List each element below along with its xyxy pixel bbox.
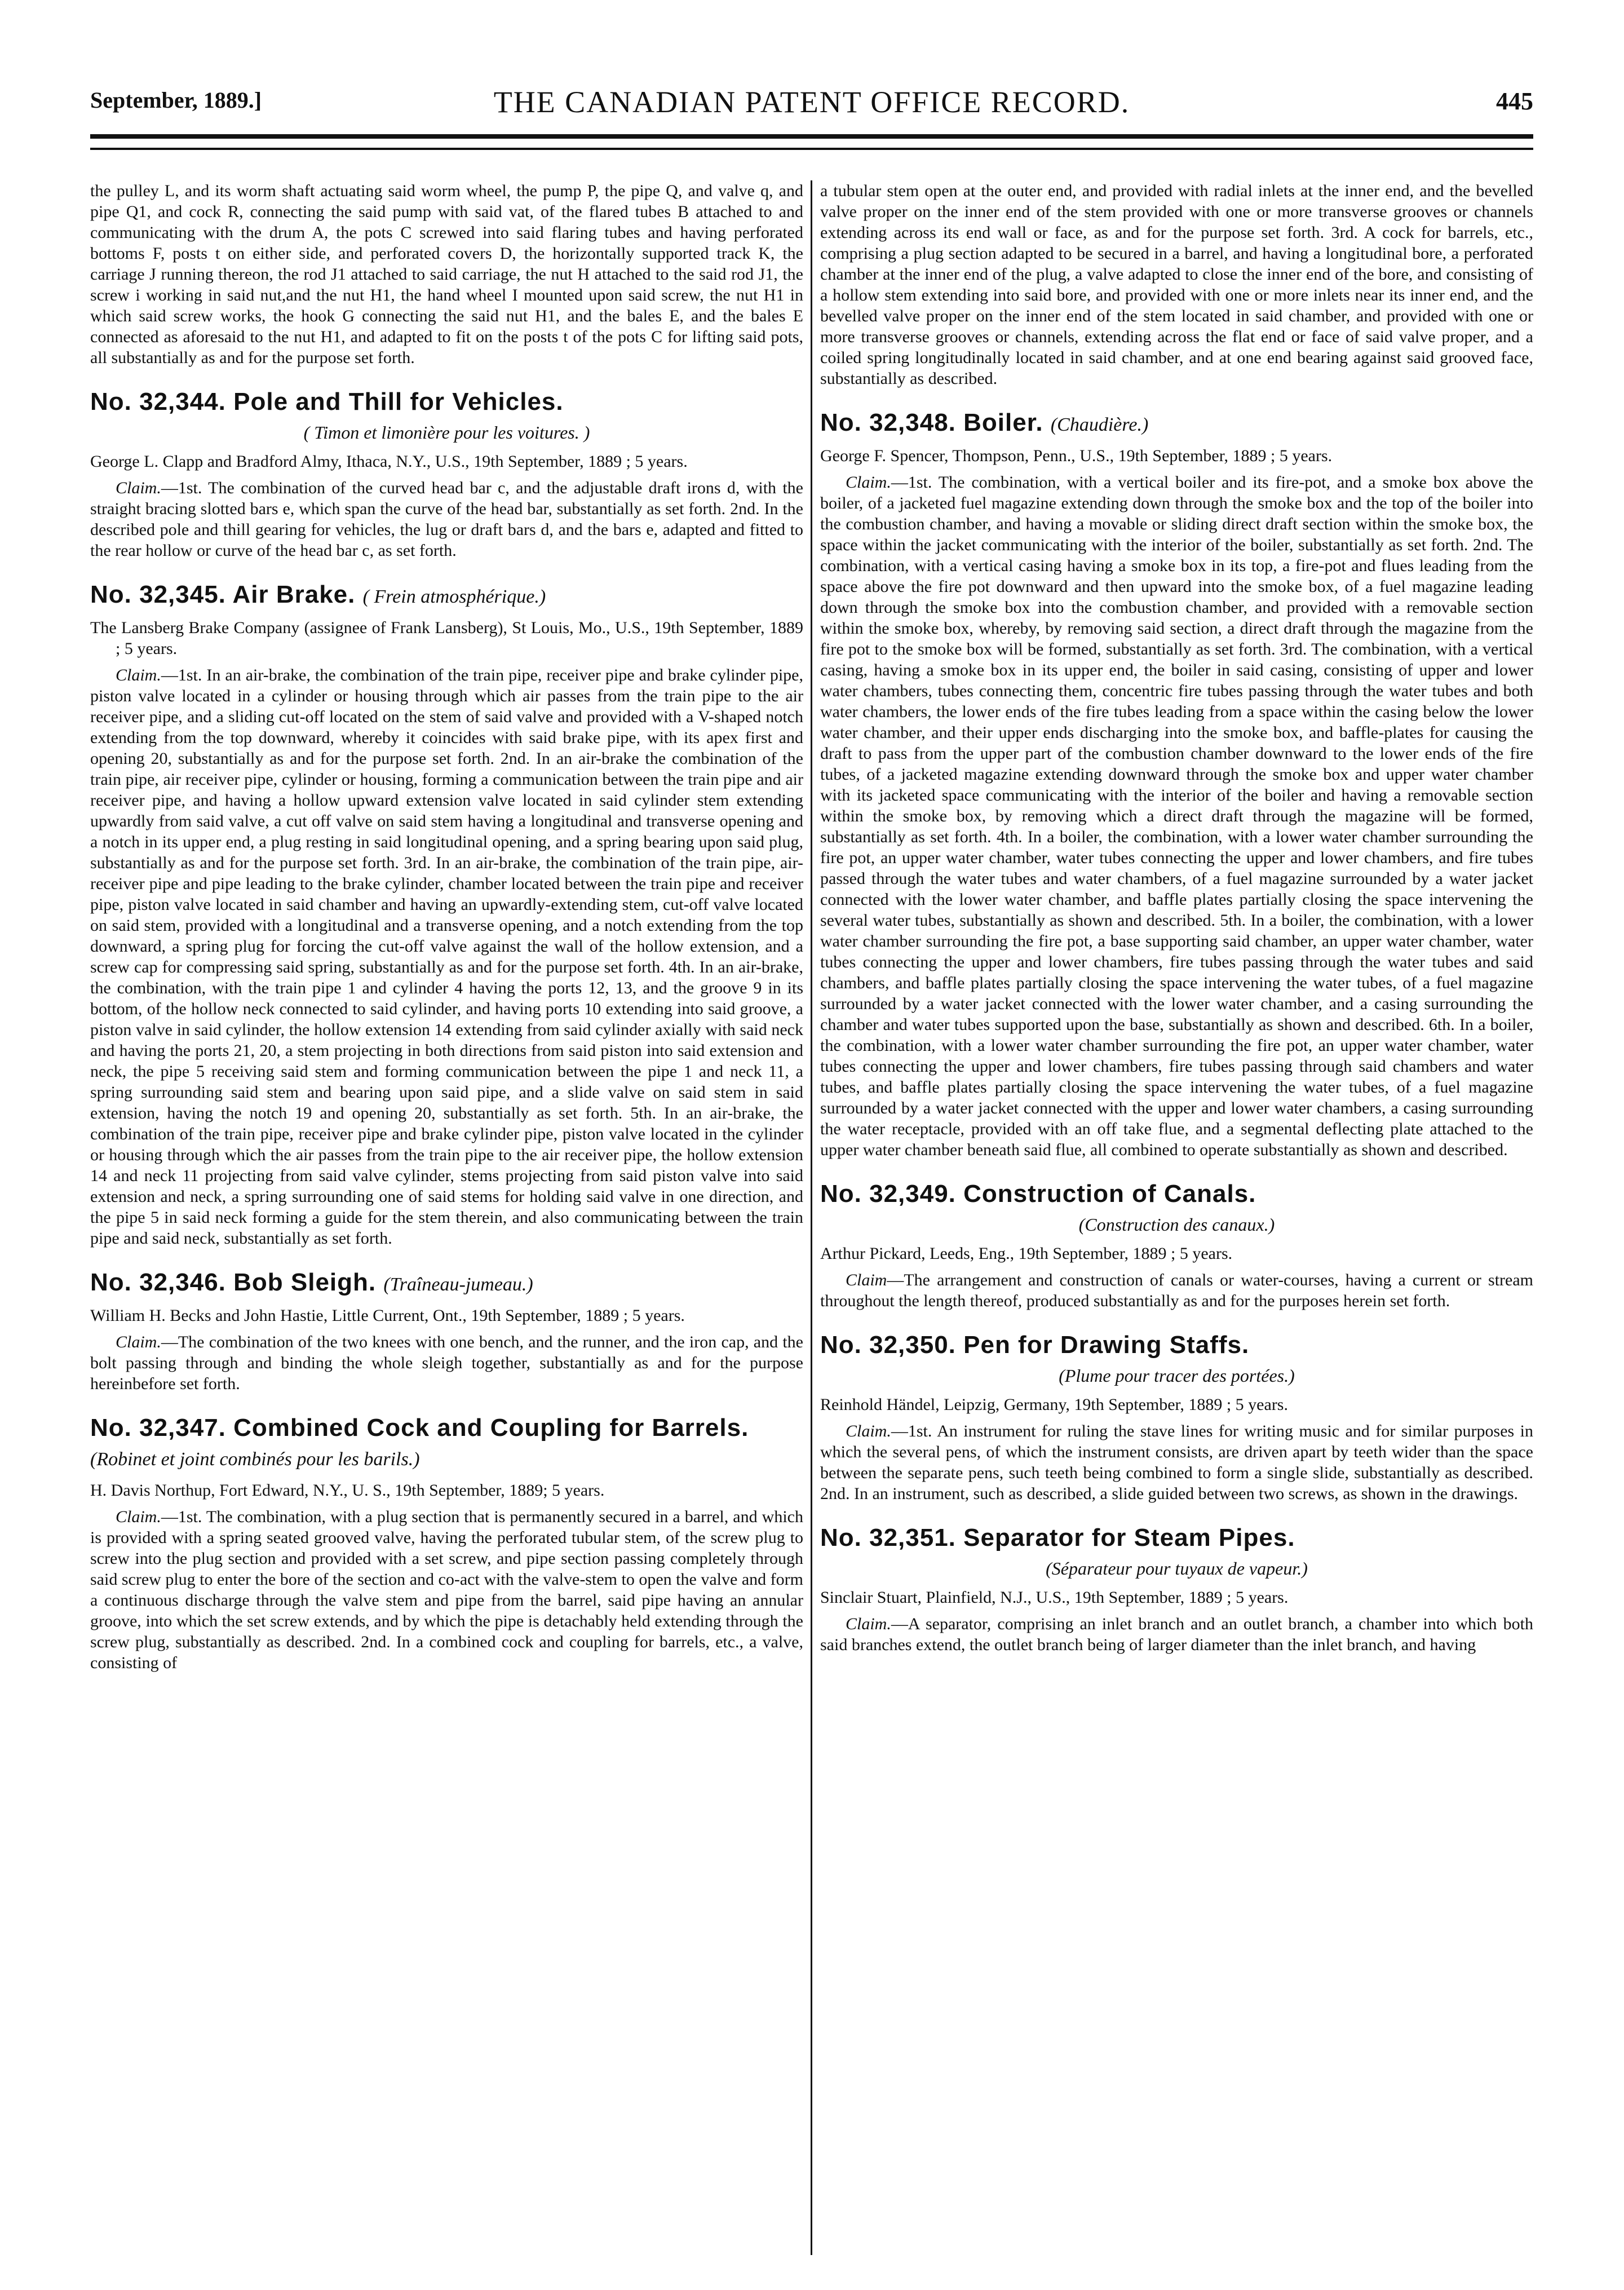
claim-label: Claim. [846, 473, 891, 492]
patent-french-title: (Robinet et joint combinés pour les barils.) [90, 1449, 420, 1470]
patent-claim [820, 472, 1533, 1160]
patent-32351 [820, 1523, 1533, 1655]
claim-text: —A separator, comprising an inlet branch and an outlet branch, a chamber into which both said branches extend, the outlet branch being of larger diameter than the inlet branch, and having [820, 1615, 1533, 1654]
patent-grantee: William H. Becks and John Hastie, Little Current, Ont., 19th September, 1889 ; 5 years. [90, 1306, 685, 1325]
claim-label: Claim. [116, 666, 161, 684]
patent-french-title: (Chaudière.) [1050, 414, 1149, 435]
patent-claim [90, 478, 803, 561]
claim-text: —The combination of the two knees with one bench, and the runner, and the iron cap, and the bolt passing through and binding the whole sleigh together, substantially as and for the purpose hereinbefore set forth. [90, 1333, 803, 1393]
publication-title: THE CANADIAN PATENT OFFICE RECORD. [493, 85, 1130, 119]
claim-text: —1st. The combination, with a plug section that is permanently secured in a barrel, and which is provided with a spring seated grooved valve, having the perforated tubular stem, of the screw plug to screw into the plug section and provided with a set screw, and pipe section passing completely through said screw plug to enter the bore of the section and co-act with the valve-stem to open the valve and form a continuous discharge through the valve stem and pipe from the barrel, said pipe having an annular groove, into which the set screw extends, and by which the pipe is detachably held extending through the screw plug, substantially as described. 2nd. In a combined cock and coupling for barrels, etc., a valve, consisting of [90, 1507, 803, 1672]
header-rule-thick [90, 134, 1533, 139]
patent-32347 [90, 1413, 803, 1673]
patent-french-title: (Plume pour tracer des portées.) [1059, 1365, 1295, 1386]
claim-text: —1st. The combination of the curved head bar c, and the adjustable draft irons d, with the straight bracing slotted bars e, which span the curve of the head bar, substantially as set forth. 2nd. In the described pole and thill gearing for vehicles, the lug or draft bars d, and the bars e, adapted and fitted to the rear hollow or curve of the head bar c, as set forth. [90, 479, 803, 560]
patent-title: No. 32,349. Construction of Canals. [820, 1180, 1256, 1208]
patent-claim [90, 1506, 803, 1673]
patent-title [90, 1268, 803, 1299]
left-column [90, 180, 803, 2255]
patent-32348 [820, 408, 1533, 1160]
continued-claim-text: the pulley L, and its worm shaft actuating said worm wheel, the pump P, the pipe Q, and valve q, and pipe Q1, and cock R, connecting the said pump with said vat, of the flared tubes B attached to and communicating with the drum A, the pots C screwed into said flaring tubes and having perforated bottoms F, posts t on either side, and perforated covers D, the horizontally supported track K, the carriage J running thereon, the rod J1 attached to said carriage, the nut H attached to the said rod J1, the screw i working in said nut,and the nut H1, the hand wheel I mounted upon said screw, the nut H1 in which said screw works, the hook G connecting the said nut H1, and the bales E, and the bales E connected as aforesaid to the nut H1, and adapted to fit on the posts t of the pots C for lifting said pots, all substantially as and for the purpose set forth. [90, 182, 803, 367]
patent-grantee: Reinhold Händel, Leipzig, Germany, 19th September, 1889 ; 5 years. [820, 1395, 1288, 1414]
patent-32344 [90, 387, 803, 561]
patent-grantee: George F. Spencer, Thompson, Penn., U.S., 19th September, 1889 ; 5 years. [820, 446, 1333, 465]
patent-french-title: ( Frein atmosphérique.) [362, 586, 546, 607]
patent-grantee: The Lansberg Brake Company (assignee of Frank Lansberg), St Louis, Mo., U.S., 19th September, 1889 ; 5 years. [90, 618, 803, 658]
patent-title [90, 1413, 803, 1474]
claim-label: Claim. [846, 1422, 891, 1440]
patent-french-title: (Construction des canaux.) [1078, 1214, 1275, 1235]
patent-title-text: No. 32,345. Air Brake. [90, 581, 356, 608]
claim-text: —1st. An instrument for ruling the stave lines for writing music and for similar purposes in which the several pens, of which the instrument consists, are driven apart by teeth wider than the space between the separate pens, such teeth being combined to form a single slide, substantially as described. 2nd. In an instrument, such as described, a slide guided between two screws, as shown in the drawings. [820, 1422, 1533, 1503]
patent-title-text: No. 32,346. Bob Sleigh. [90, 1268, 377, 1296]
patent-title: No. 32,351. Separator for Steam Pipes. [820, 1524, 1295, 1551]
patent-grantee: Arthur Pickard, Leeds, Eng., 19th September, 1889 ; 5 years. [820, 1244, 1233, 1263]
issue-date: September, 1889.] [90, 87, 262, 113]
patent-32346 [90, 1268, 803, 1394]
patent-claim [820, 1421, 1533, 1504]
patent-grantee: Sinclair Stuart, Plainfield, N.J., U.S., 19th September, 1889 ; 5 years. [820, 1588, 1289, 1607]
page-header [90, 85, 1533, 118]
claim-label: Claim. [116, 479, 161, 497]
patent-grantee: H. Davis Northup, Fort Edward, N.Y., U. S., 19th September, 1889; 5 years. [90, 1481, 605, 1500]
patent-32349 [820, 1179, 1533, 1311]
patent-grantee: George L. Clapp and Bradford Almy, Ithaca, N.Y., U.S., 19th September, 1889 ; 5 years. [90, 452, 688, 471]
patent-claim [90, 1332, 803, 1394]
patent-32345 [90, 580, 803, 1249]
column-divider [811, 180, 812, 2255]
right-column [820, 180, 1533, 2255]
patent-french-title: ( Timon et limonière pour les voitures. ) [303, 422, 590, 443]
claim-label: Claim. [116, 1333, 161, 1351]
patent-title: No. 32,344. Pole and Thill for Vehicles. [90, 388, 564, 415]
claim-text: —1st. The combination, with a vertical boiler and its fire-pot, and a smoke box above the boiler, of a jacketed fuel magazine extending down through the smoke box and the top of the boiler into the combustion chamber, and having a movable or sliding direct draft section within the smoke box, the space within the jacket communicating with the interior of the boiler, substantially as set forth. 2nd. The combination, with a vertical casing having a smoke box in its top, a fire-pot and flues leading from the space above the fire pot downward and then upward into the smoke box, of a fuel magazine leading down through the smoke box into the combustion chamber, and provided with a removable section within the smoke box, whereby, by removing said section, a direct draft through the magazine from the fire pot to the smoke box will be formed, substantially as set forth. 3rd. The combination, with a vertical casing, having a smoke box in its upper end, the boiler in said casing, consisting of upper and lower water chambers, tubes connecting them, concentric fire tubes passing through the water tubes and both water chambers, the lower ends of the fire tubes leading from a space within the casing below the lower water chamber, and their upper ends discharging into the smoke box, and baffle-plates for causing the draft to pass from the upper part of the combustion chamber downward to the lower ends of the fire tubes, of a jacketed magazine extending downward through the smoke box and upper water chamber with its jacketed space communicating with the interior of the boiler and having a removable section within the smoke box, by removing which a direct draft through the magazine will be formed, substantially as set forth. 4th. In a boiler, the combination, with a lower water chamber surrounding the fire pot, an upper water chamber, water tubes connecting the upper and lower chambers, and fire tubes passed through the water tubes and water chambers, of a fuel magazine surrounded by a water jacket connected with the lower water chamber, and baffle plates partially closing the space intervening the several water tubes, substantially as shown and described. 5th. In a boiler, the combination, with a lower water chamber surrounding the fire pot, a base supporting said chamber, an upper water chamber, water tubes connecting the upper and lower chambers, fire tubes passing through the water tubes and said chambers, and baffle plates partially closing the space intervening the water tubes, of a fuel magazine surrounded by a water jacket connected with the lower water chamber, and a casing surrounding the chamber and water tubes supported upon the base, substantially as shown and described. 6th. In a boiler, the combination, with a lower water chamber surrounding the fire pot, an upper water chamber, water tubes connecting the upper and lower chambers, fire tubes passing through said chambers and water tubes, and baffle plates partially closing the space intervening the water tubes, of a fuel magazine surrounded by a water jacket connected with the upper and lower water chambers, a casing surrounding the water receptacle, provided with an off take flue, and a segmental deflecting plate attached to the upper water chamber beneath said flue, all combined to operate substantially as shown and described. [820, 473, 1533, 1159]
claim-label: Claim [846, 1271, 887, 1289]
header-rule-thin [90, 148, 1533, 150]
patent-claim [820, 1270, 1533, 1311]
claim-label: Claim. [846, 1615, 891, 1633]
patent-32350 [820, 1330, 1533, 1504]
patent-claim [820, 1613, 1533, 1655]
patent-french-title: (Séparateur pour tuyaux de vapeur.) [1046, 1558, 1308, 1579]
patent-title-text: No. 32,347. Combined Cock and Coupling for Barrels. [90, 1414, 749, 1442]
continued-claim-text: a tubular stem open at the outer end, and provided with radial inlets at the inner end, and the bevelled valve proper on the inner end of the stem provided with one or more transverse grooves or channels extending across its end wall or face, as and for the purpose set forth. 3rd. A cock for barrels, etc., comprising a plug section adapted to be secured in a barrel, and having a longitudinal bore, a perforated chamber at the inner end of the plug, a valve adapted to close the inner end of the bore, and consisting of a hollow stem extending into said bore, and provided with one or more inlets near its inner end, and the bevelled valve proper on the inner end of the stem located in said chamber, and provided with one or more transverse grooves or channels, extending across the flat end or face of said valve proper, and a coiled spring longitudinally located in said chamber, and at one end bearing against said grooved face, substantially as described. [820, 182, 1533, 388]
patent-title: No. 32,350. Pen for Drawing Staffs. [820, 1331, 1250, 1359]
patent-claim [90, 665, 803, 1249]
claim-label: Claim. [116, 1507, 161, 1526]
page-number: 445 [1496, 87, 1533, 115]
claim-text: —1st. In an air-brake, the combination of the train pipe, receiver pipe and brake cylinder pipe, piston valve located in a cylinder or housing through which air passes from the train pipe to the air receiver pipe, and a sliding cut-off located on the stem of said valve and provided with a V-shaped notch extending from the top downward, whereby it coincides with said brake pipe, with its apex first and opening 20, substantially as and for the purpose set forth. 2nd. In an air-brake the combination of the train pipe, air receiver pipe, cylinder or housing, forming a communication between the train pipe and air receiver pipe, and having a hollow upward extension valve located in said cylinder stem extending upwardly from said valve, a cut off valve on said stem having a longitudinal and transverse opening and a notch in its upper end, a plug resting in said longitudinal opening, and a spring bearing upon said plug, substantially as and for the purpose set forth. 3rd. In an air-brake, the combination of the train pipe, air-receiver pipe and pipe leading to the brake cylinder, chamber located between the train pipe and receiver pipe, piston valve located in said chamber and having an upwardly-extending stem, cut-off valve located on said stem, provided with a longitudinal and a transverse opening, and a notch extending from the top downward, a spring plug for forcing the cut-off valve against the wall of the hollow extension, and a screw cap for compressing said spring, substantially as and for the purpose set forth. 4th. In an air-brake, the combination, with the train pipe 1 and cylinder 4 having the ports 12, 13, and the groove 9 in its bottom, of the hollow neck connected to said cylinder, and having ports 10 extending into said groove, a piston valve in said cylinder, the hollow extension 14 extending from said cylinder axially with said neck and having the ports 21, 20, a stem projecting in both directions from said piston into said extension and neck, the pipe 5 receiving said stem and forming communication between the pipe 1 and neck 11, a spring surrounding said stem and bearing upon said pipe, and a slide valve on said stem in said extension, having the notch 19 and opening 20, substantially as set forth. 5th. In an air-brake, the combination of the train pipe, receiver pipe and brake cylinder pipe, piston valve located in the cylinder or housing through which the air passes from the train pipe to the air receiver pipe, the hollow extension 14 and neck 11 projecting from said valve cylinder, stems projecting from said piston valve into said extension and neck, a spring surrounding one of said stems for holding said valve in one direction, and the pipe 5 in said neck forming a guide for the stem therein, and also communicating between the train pipe and said neck, substantially as set forth. [90, 666, 803, 1248]
patent-french-title: (Traîneau-jumeau.) [383, 1274, 533, 1295]
patent-title-text: No. 32,348. Boiler. [820, 409, 1043, 436]
patent-title [820, 408, 1533, 440]
patent-title [90, 580, 803, 612]
claim-text: —The arrangement and construction of canals or water-courses, having a current or stream throughout the length thereof, produced substantially as and for the purposes herein set forth. [820, 1271, 1533, 1310]
